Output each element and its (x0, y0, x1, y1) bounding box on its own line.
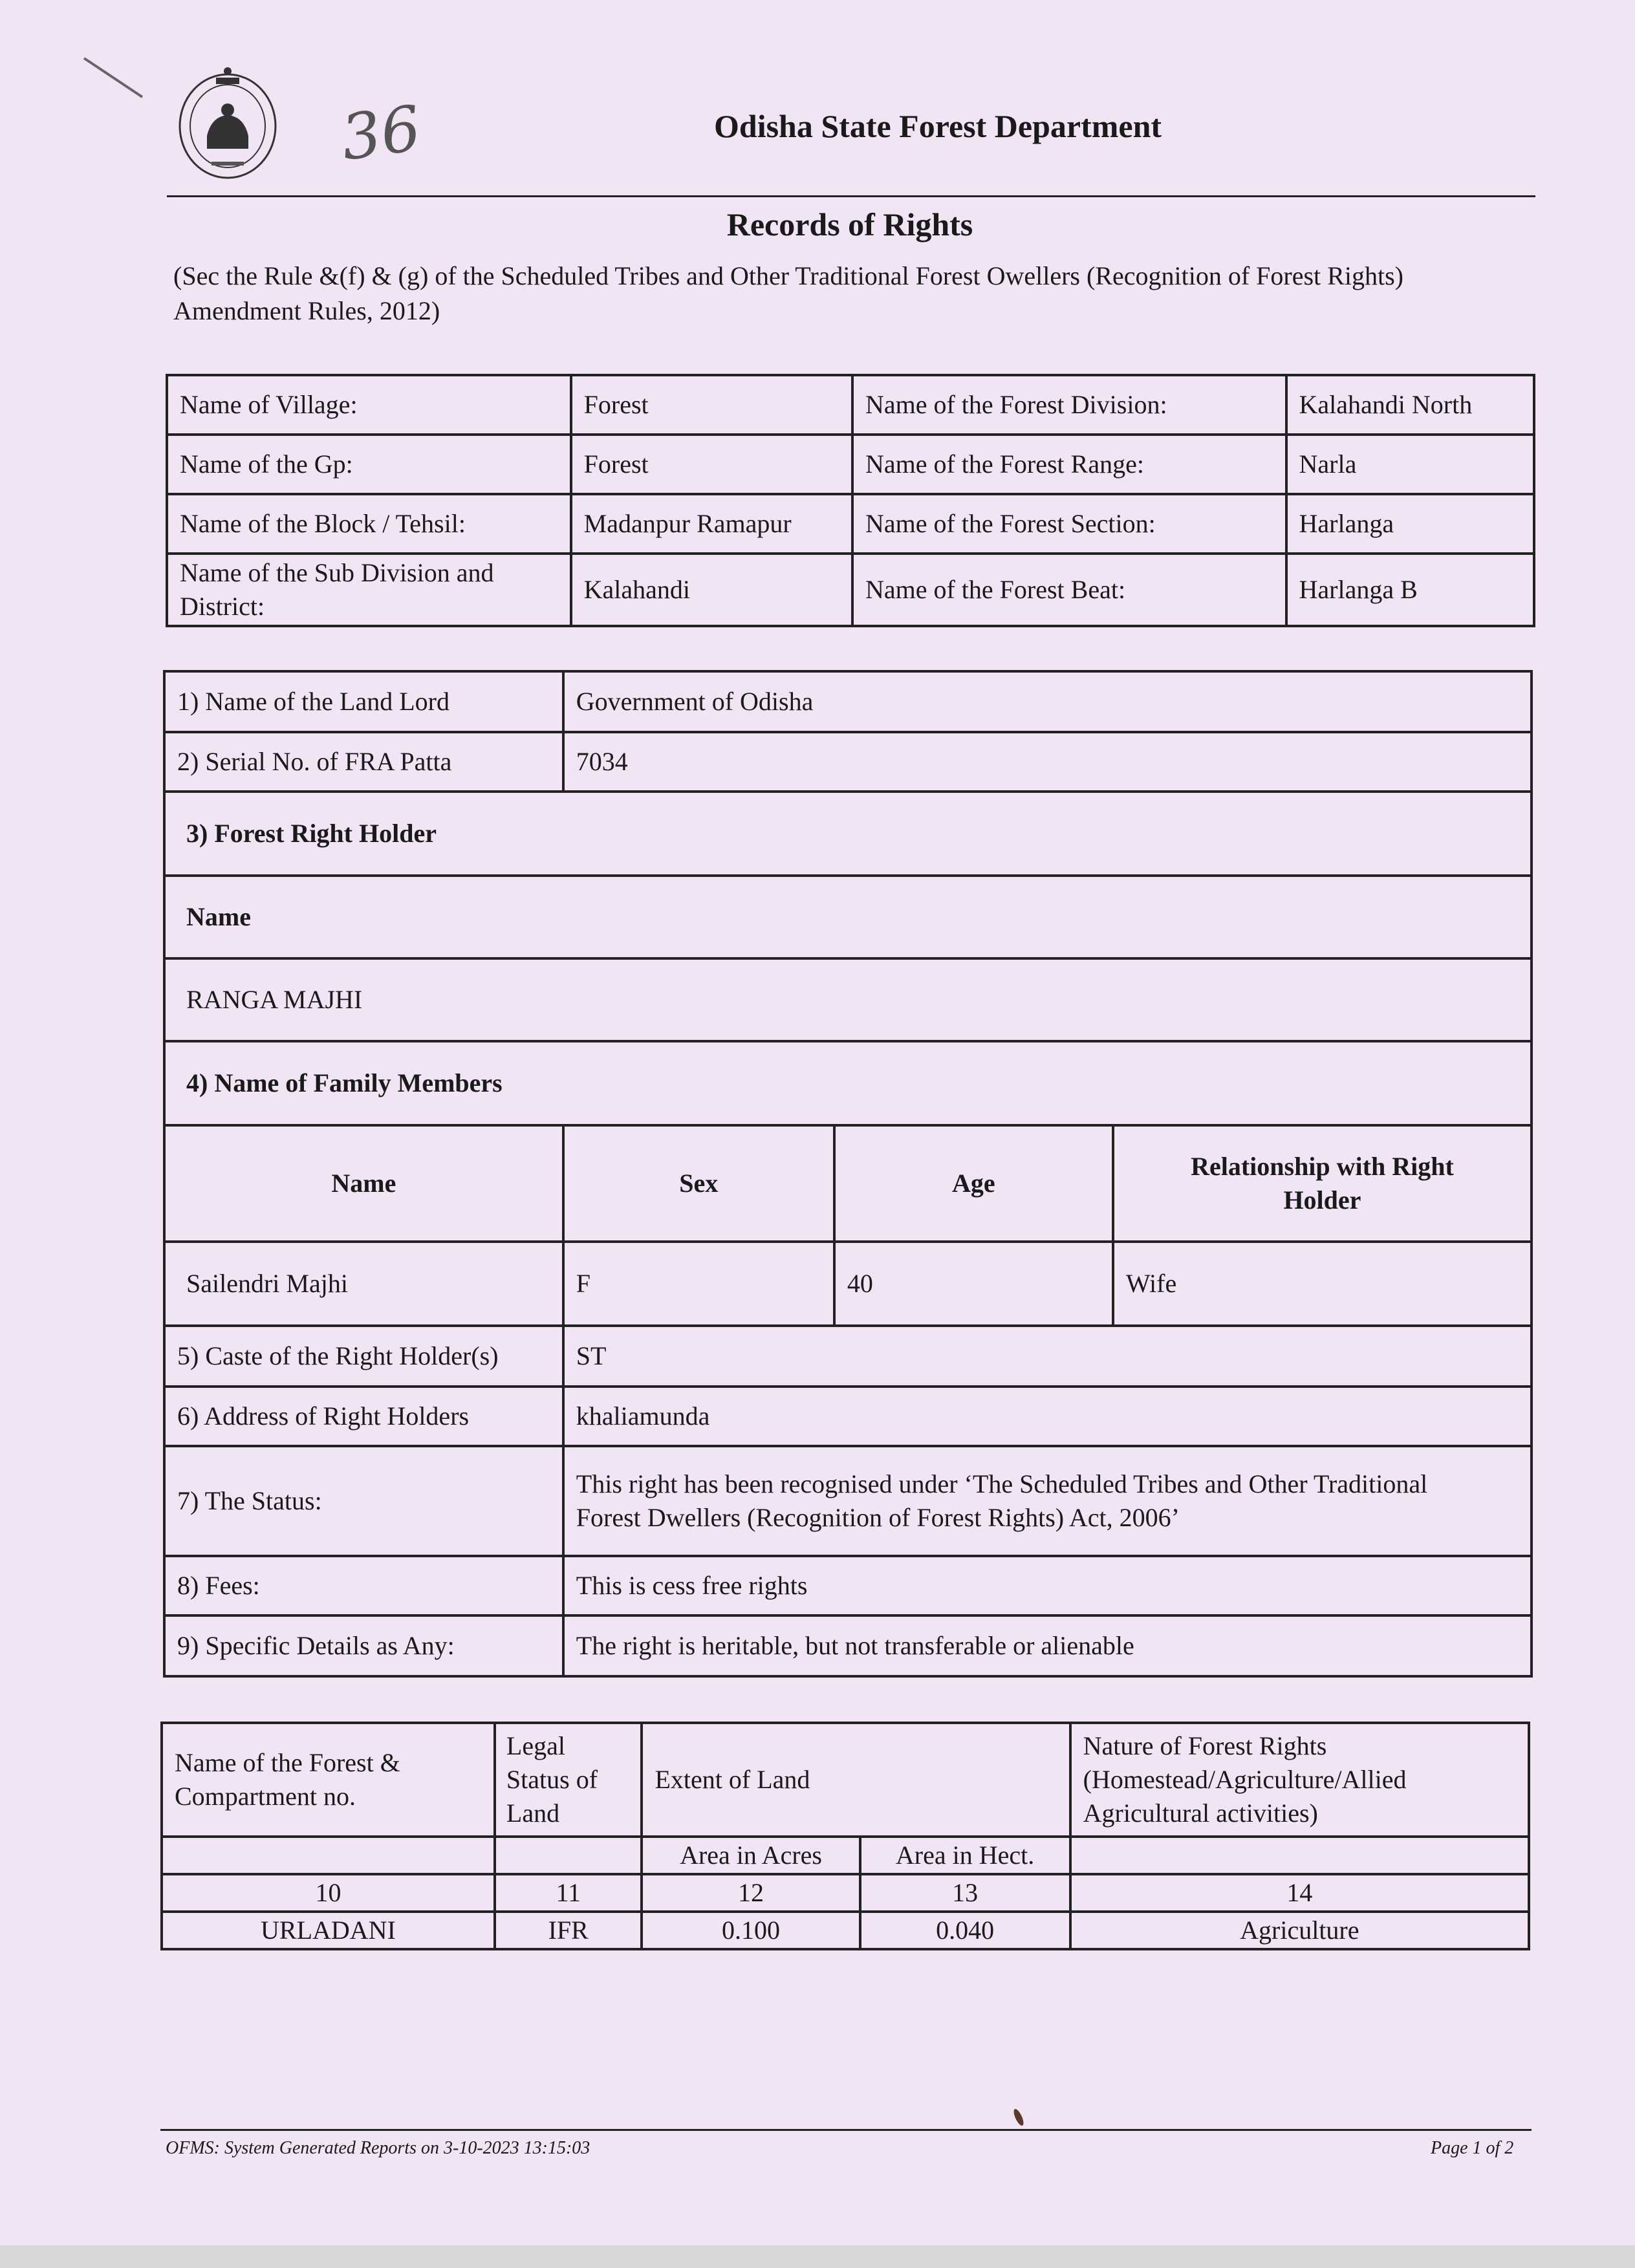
table-row (164, 1387, 1532, 1446)
details-table (163, 670, 1533, 1678)
table-row (164, 1242, 1532, 1326)
table-row (164, 958, 1532, 1041)
section-value: Harlanga (1286, 494, 1535, 554)
legal-status: IFR (495, 1912, 642, 1949)
table-row (162, 1912, 1529, 1949)
landlord-label: 1) Name of the Land Lord (164, 671, 563, 732)
specific-value: The right is heritable, but not transferable or alienable (563, 1615, 1532, 1676)
department-name: Odisha State Forest Department (714, 108, 1162, 144)
ink-stain (1012, 2108, 1026, 2127)
family-member-sex: F (563, 1242, 834, 1326)
beat-value: Harlanga B (1286, 554, 1535, 626)
location-table (166, 374, 1535, 627)
range-label: Name of the Forest Range: (852, 435, 1286, 494)
table-row (167, 494, 1534, 554)
footer-divider (160, 2129, 1532, 2131)
name-heading: Name (164, 876, 1532, 958)
footer-report-info: OFMS: System Generated Reports on 3-10-2023 13:15:03 (166, 2138, 590, 2158)
status-value (563, 1446, 1532, 1556)
table-row (164, 792, 1532, 876)
address-label: 6) Address of Right Holders (164, 1387, 563, 1446)
header-area-hect: Area in Hect. (860, 1837, 1070, 1874)
table-row (164, 876, 1532, 958)
fees-label: 8) Fees: (164, 1556, 563, 1615)
gp-value: Forest (571, 435, 852, 494)
specific-label: 9) Specific Details as Any: (164, 1615, 563, 1676)
gp-label: Name of the Gp: (167, 435, 571, 494)
family-header-sex: Sex (563, 1125, 834, 1242)
page-subtitle: (Sec the Rule &(f) & (g) of the Scheduled Tribes and Other Traditional Forest Owellers (Recognition of Forest Rights) Amendment Rules, 2012) (173, 261, 1403, 325)
fees-value: This is cess free rights (563, 1556, 1532, 1615)
pen-mark (78, 52, 149, 103)
nature-of-rights: Agriculture (1070, 1912, 1529, 1949)
footer-page-number: Page 1 of 2 (1431, 2138, 1514, 2158)
col-number: 14 (1070, 1874, 1529, 1912)
family-member-name: Sailendri Majhi (164, 1242, 563, 1326)
table-row (162, 1723, 1529, 1837)
block-value: Madanpur Ramapur (571, 494, 852, 554)
table-row (167, 435, 1534, 494)
header-forest: Name of the Forest & Compartment no. (162, 1723, 495, 1837)
table-row (164, 1556, 1532, 1615)
beat-label: Name of the Forest Beat: (852, 554, 1286, 626)
area-acres: 0.100 (642, 1912, 860, 1949)
family-member-age: 40 (834, 1242, 1113, 1326)
table-row (164, 1615, 1532, 1676)
family-heading: 4) Name of Family Members (164, 1041, 1532, 1125)
header-legal-status: Legal Status of Land (495, 1723, 642, 1837)
area-hect: 0.040 (860, 1912, 1070, 1949)
land-table (160, 1722, 1530, 1950)
block-label: Name of the Block / Tehsil: (167, 494, 571, 554)
page-title: Records of Rights (726, 206, 973, 243)
family-member-relation: Wife (1113, 1242, 1532, 1326)
col-number: 10 (162, 1874, 495, 1912)
col-number: 11 (495, 1874, 642, 1912)
header-extent: Extent of Land (642, 1723, 1070, 1837)
serial-label: 2) Serial No. of FRA Patta (164, 732, 563, 792)
table-row (164, 1326, 1532, 1387)
table-row (164, 671, 1532, 732)
table-row (162, 1874, 1529, 1912)
caste-value: ST (563, 1326, 1532, 1387)
subdiv-value: Kalahandi (571, 554, 852, 626)
holder-name: RANGA MAJHI (164, 958, 1532, 1041)
odisha-emblem-seal (176, 65, 279, 184)
table-row (162, 1837, 1529, 1874)
col-number: 13 (860, 1874, 1070, 1912)
table-row (164, 732, 1532, 792)
header-divider (167, 195, 1535, 197)
division-label: Name of the Forest Division: (852, 375, 1286, 435)
scan-edge (0, 2245, 1635, 2268)
section-label: Name of the Forest Section: (852, 494, 1286, 554)
family-header-age: Age (834, 1125, 1113, 1242)
table-row (164, 1446, 1532, 1556)
division-value: Kalahandi North (1286, 375, 1535, 435)
table-row (164, 1125, 1532, 1242)
table-row (164, 1041, 1532, 1125)
family-header-name: Name (164, 1125, 563, 1242)
caste-label: 5) Caste of the Right Holder(s) (164, 1326, 563, 1387)
serial-value: 7034 (563, 732, 1532, 792)
subdiv-label: Name of the Sub Division and District: (167, 554, 571, 626)
village-value: Forest (571, 375, 852, 435)
table-row (167, 375, 1534, 435)
family-header-relation: Relationship with Right Holder (1113, 1125, 1532, 1242)
forest-name: URLADANI (162, 1912, 495, 1949)
status-line-2: Forest Dwellers (Recognition of Forest Rights) Act, 2006’ (576, 1503, 1180, 1532)
col-number: 12 (642, 1874, 860, 1912)
status-line-1: This right has been recognised under ‘The Scheduled Tribes and Other Traditional (576, 1469, 1428, 1498)
landlord-value: Government of Odisha (563, 671, 1532, 732)
header-area-acres: Area in Acres (642, 1837, 860, 1874)
village-label: Name of Village: (167, 375, 571, 435)
holder-heading: 3) Forest Right Holder (164, 792, 1532, 876)
status-label: 7) The Status: (164, 1446, 563, 1556)
header-nature: Nature of Forest Rights (Homestead/Agriculture/Allied Agricultural activities) (1070, 1723, 1529, 1837)
table-row (167, 554, 1534, 626)
address-value: khaliamunda (563, 1387, 1532, 1446)
handwritten-page-number: 36 (336, 92, 426, 175)
range-value: Narla (1286, 435, 1535, 494)
